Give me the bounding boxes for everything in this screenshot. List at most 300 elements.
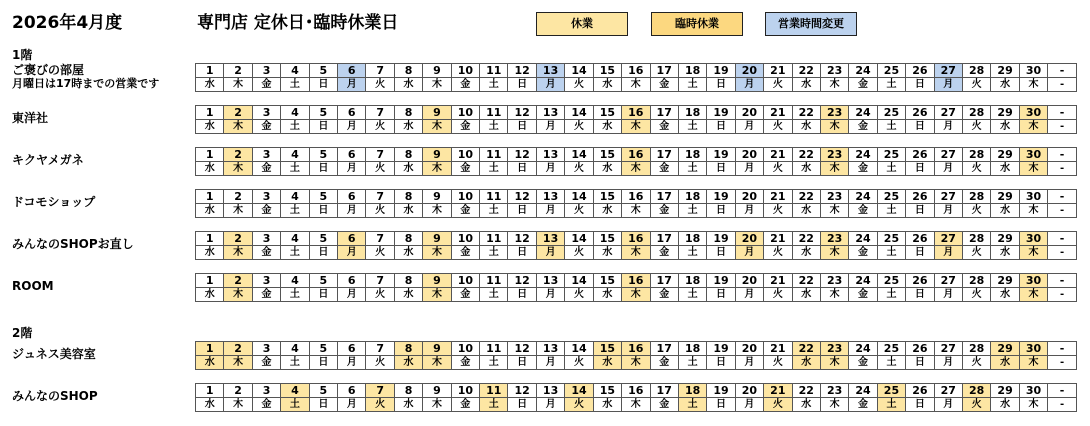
day-cell: 2	[224, 232, 252, 246]
day-cell: 29	[991, 190, 1019, 204]
day-cell: 20	[735, 64, 763, 78]
weekday-cell: 木	[224, 246, 252, 260]
day-cell: 22	[792, 64, 820, 78]
day-cell: 14	[565, 342, 593, 356]
weekday-row	[196, 356, 1077, 370]
weekday-cell: 木	[1019, 246, 1047, 260]
weekday-cell: 木	[1019, 78, 1047, 92]
weekday-cell: 水	[593, 120, 621, 134]
day-cell: 29	[991, 384, 1019, 398]
weekday-cell: 土	[480, 78, 508, 92]
weekday-cell: 木	[820, 162, 848, 176]
calendar-table	[195, 63, 1077, 92]
store-name: みんなのSHOPお直し	[12, 237, 134, 251]
store-note: 月曜日は17時までの営業です	[12, 77, 160, 90]
weekday-cell: 水	[593, 204, 621, 218]
weekday-cell: 金	[650, 78, 678, 92]
weekday-cell: 火	[764, 162, 792, 176]
day-cell: 10	[451, 274, 479, 288]
day-cell: 13	[536, 190, 564, 204]
weekday-cell: 火	[962, 246, 990, 260]
weekday-cell: 金	[451, 356, 479, 370]
day-cell: 26	[906, 384, 934, 398]
weekday-cell: -	[1048, 120, 1077, 134]
legend-closed: 休業	[536, 12, 628, 36]
weekday-cell: 木	[622, 120, 650, 134]
weekday-cell: 月	[735, 204, 763, 218]
page-subtitle: 専門店 定休日･臨時休業日	[197, 13, 399, 33]
day-cell: 17	[650, 232, 678, 246]
day-cell: 16	[622, 190, 650, 204]
day-cell: 26	[906, 190, 934, 204]
weekday-cell: 土	[480, 204, 508, 218]
weekday-cell: 木	[820, 356, 848, 370]
weekday-cell: 木	[622, 78, 650, 92]
day-cell: 12	[508, 274, 536, 288]
weekday-cell: 金	[849, 398, 877, 412]
weekday-cell: 月	[735, 356, 763, 370]
day-cell: 19	[707, 232, 735, 246]
weekday-cell: 日	[508, 120, 536, 134]
weekday-cell: 金	[252, 246, 280, 260]
weekday-cell: 水	[196, 398, 224, 412]
weekday-cell: 火	[962, 120, 990, 134]
weekday-cell: 水	[792, 204, 820, 218]
weekday-cell: 水	[792, 78, 820, 92]
day-cell: -	[1048, 342, 1077, 356]
day-cell: 17	[650, 384, 678, 398]
weekday-cell: 火	[565, 288, 593, 302]
day-cell: 8	[394, 190, 422, 204]
weekday-cell: 金	[849, 78, 877, 92]
weekday-cell: 土	[480, 120, 508, 134]
day-cell: 10	[451, 342, 479, 356]
day-cell: -	[1048, 274, 1077, 288]
day-cell: 19	[707, 384, 735, 398]
weekday-cell: 金	[451, 162, 479, 176]
weekday-cell: 水	[593, 288, 621, 302]
day-cell: 27	[934, 342, 962, 356]
day-row	[196, 106, 1077, 120]
weekday-cell: 月	[536, 162, 564, 176]
day-cell: 4	[281, 342, 309, 356]
weekday-cell: 木	[423, 246, 451, 260]
weekday-cell: -	[1048, 288, 1077, 302]
day-cell: 16	[622, 64, 650, 78]
weekday-cell: 土	[281, 356, 309, 370]
weekday-cell: 月	[536, 78, 564, 92]
day-cell: 5	[309, 342, 337, 356]
day-cell: 30	[1019, 64, 1047, 78]
weekday-cell: 日	[707, 246, 735, 260]
day-cell: 4	[281, 64, 309, 78]
weekday-cell: 火	[366, 246, 394, 260]
weekday-row	[196, 78, 1077, 92]
weekday-cell: 木	[224, 120, 252, 134]
weekday-cell: 月	[934, 162, 962, 176]
day-cell: 11	[480, 64, 508, 78]
weekday-cell: 木	[622, 398, 650, 412]
weekday-cell: 木	[820, 246, 848, 260]
day-cell: 15	[593, 342, 621, 356]
day-row	[196, 148, 1077, 162]
weekday-cell: 日	[707, 78, 735, 92]
day-cell: 19	[707, 274, 735, 288]
day-cell: 5	[309, 274, 337, 288]
day-cell: 25	[877, 232, 905, 246]
weekday-cell: 月	[536, 288, 564, 302]
day-cell: 16	[622, 232, 650, 246]
day-cell: 15	[593, 384, 621, 398]
day-cell: 12	[508, 64, 536, 78]
weekday-cell: 土	[678, 120, 706, 134]
weekday-cell: 土	[877, 398, 905, 412]
day-cell: 14	[565, 64, 593, 78]
weekday-cell: 月	[338, 78, 366, 92]
day-cell: 29	[991, 342, 1019, 356]
day-cell: 23	[820, 384, 848, 398]
weekday-cell: 月	[934, 246, 962, 260]
weekday-cell: 木	[423, 162, 451, 176]
day-cell: 28	[962, 342, 990, 356]
day-cell: 4	[281, 106, 309, 120]
day-cell: 12	[508, 148, 536, 162]
weekday-cell: 日	[906, 246, 934, 260]
day-cell: 30	[1019, 190, 1047, 204]
weekday-row	[196, 204, 1077, 218]
day-cell: 8	[394, 274, 422, 288]
weekday-cell: 金	[650, 398, 678, 412]
weekday-cell: -	[1048, 162, 1077, 176]
day-cell: 23	[820, 64, 848, 78]
day-cell: 23	[820, 106, 848, 120]
weekday-cell: 火	[565, 398, 593, 412]
weekday-cell: 土	[678, 78, 706, 92]
day-cell: 30	[1019, 342, 1047, 356]
day-cell: 12	[508, 384, 536, 398]
day-cell: 28	[962, 190, 990, 204]
weekday-cell: 金	[849, 120, 877, 134]
day-cell: 11	[480, 384, 508, 398]
day-cell: 29	[991, 274, 1019, 288]
day-cell: 5	[309, 64, 337, 78]
weekday-cell: -	[1048, 204, 1077, 218]
day-cell: 12	[508, 106, 536, 120]
day-cell: 11	[480, 148, 508, 162]
weekday-cell: 日	[906, 356, 934, 370]
day-cell: 22	[792, 342, 820, 356]
day-cell: 9	[423, 106, 451, 120]
day-cell: 13	[536, 342, 564, 356]
day-cell: 26	[906, 148, 934, 162]
day-cell: 19	[707, 106, 735, 120]
day-cell: 18	[678, 274, 706, 288]
day-cell: 24	[849, 274, 877, 288]
weekday-cell: 金	[451, 120, 479, 134]
weekday-cell: 木	[1019, 288, 1047, 302]
weekday-cell: 金	[849, 246, 877, 260]
day-cell: 4	[281, 232, 309, 246]
day-cell: 1	[196, 342, 224, 356]
day-cell: 6	[338, 64, 366, 78]
weekday-row	[196, 120, 1077, 134]
weekday-cell: 日	[906, 398, 934, 412]
store-name	[12, 64, 159, 90]
day-cell: 17	[650, 342, 678, 356]
day-cell: 3	[252, 106, 280, 120]
day-cell: 12	[508, 190, 536, 204]
weekday-cell: 日	[309, 204, 337, 218]
weekday-cell: 火	[565, 120, 593, 134]
weekday-cell: 月	[536, 246, 564, 260]
day-cell: 22	[792, 384, 820, 398]
weekday-cell: 木	[224, 398, 252, 412]
day-cell: 20	[735, 342, 763, 356]
weekday-cell: 火	[565, 246, 593, 260]
day-cell: 24	[849, 64, 877, 78]
day-cell: 23	[820, 274, 848, 288]
day-cell: 6	[338, 384, 366, 398]
day-cell: 2	[224, 274, 252, 288]
day-cell: 7	[366, 274, 394, 288]
weekday-cell: 火	[366, 204, 394, 218]
day-cell: 9	[423, 274, 451, 288]
weekday-cell: 火	[764, 246, 792, 260]
calendar-table	[195, 105, 1077, 134]
store-calendar	[195, 63, 1077, 92]
day-cell: 1	[196, 106, 224, 120]
day-cell: 6	[338, 148, 366, 162]
day-cell: 20	[735, 106, 763, 120]
weekday-cell: 木	[1019, 204, 1047, 218]
weekday-cell: 金	[252, 120, 280, 134]
weekday-cell: 火	[764, 288, 792, 302]
weekday-cell: 水	[792, 162, 820, 176]
weekday-cell: 月	[735, 246, 763, 260]
weekday-cell: 土	[281, 398, 309, 412]
weekday-cell: 月	[338, 162, 366, 176]
day-cell: 23	[820, 232, 848, 246]
day-cell: 4	[281, 274, 309, 288]
day-cell: 1	[196, 274, 224, 288]
day-cell: 21	[764, 342, 792, 356]
day-cell: 10	[451, 64, 479, 78]
weekday-cell: 日	[309, 356, 337, 370]
day-cell: 1	[196, 190, 224, 204]
day-cell: 3	[252, 274, 280, 288]
weekday-cell: 火	[366, 120, 394, 134]
day-cell: 2	[224, 106, 252, 120]
weekday-cell: 月	[338, 204, 366, 218]
day-cell: 1	[196, 148, 224, 162]
day-cell: 25	[877, 384, 905, 398]
day-row	[196, 384, 1077, 398]
weekday-cell: 日	[309, 246, 337, 260]
weekday-cell: 水	[991, 246, 1019, 260]
day-row	[196, 232, 1077, 246]
weekday-cell: 土	[281, 78, 309, 92]
day-row	[196, 274, 1077, 288]
day-cell: 3	[252, 148, 280, 162]
weekday-cell: 金	[650, 356, 678, 370]
weekday-cell: 日	[508, 246, 536, 260]
weekday-cell: 水	[991, 288, 1019, 302]
weekday-row	[196, 398, 1077, 412]
store-calendar	[195, 147, 1077, 176]
weekday-cell: 火	[962, 288, 990, 302]
day-cell: 20	[735, 148, 763, 162]
day-cell: 25	[877, 190, 905, 204]
day-cell: 14	[565, 274, 593, 288]
floor-label-2f: 2階	[12, 326, 33, 340]
weekday-cell: 木	[1019, 356, 1047, 370]
day-cell: 6	[338, 342, 366, 356]
day-cell: 18	[678, 342, 706, 356]
weekday-cell: 日	[508, 204, 536, 218]
weekday-cell: 金	[451, 204, 479, 218]
weekday-cell: 月	[338, 246, 366, 260]
day-cell: 24	[849, 106, 877, 120]
day-cell: -	[1048, 64, 1077, 78]
weekday-cell: 木	[423, 204, 451, 218]
weekday-cell: 火	[366, 78, 394, 92]
day-cell: 24	[849, 342, 877, 356]
day-cell: 26	[906, 64, 934, 78]
day-cell: 28	[962, 106, 990, 120]
weekday-cell: 土	[877, 120, 905, 134]
weekday-cell: 月	[735, 398, 763, 412]
store-calendar	[195, 189, 1077, 218]
day-cell: 15	[593, 148, 621, 162]
day-cell: 30	[1019, 232, 1047, 246]
weekday-cell: 水	[991, 398, 1019, 412]
day-cell: 18	[678, 190, 706, 204]
weekday-cell: 月	[735, 162, 763, 176]
store-name: ROOM	[12, 279, 54, 293]
day-cell: 4	[281, 190, 309, 204]
day-cell: 6	[338, 274, 366, 288]
day-cell: 30	[1019, 148, 1047, 162]
day-cell: 14	[565, 106, 593, 120]
day-cell: 3	[252, 342, 280, 356]
weekday-cell: 金	[252, 78, 280, 92]
weekday-cell: 日	[707, 356, 735, 370]
day-cell: 8	[394, 342, 422, 356]
weekday-cell: 水	[196, 204, 224, 218]
store-name: ジュネス美容室	[12, 347, 96, 361]
weekday-cell: 水	[792, 398, 820, 412]
calendar-table	[195, 341, 1077, 370]
day-cell: 17	[650, 106, 678, 120]
day-cell: 5	[309, 232, 337, 246]
weekday-cell: 火	[366, 162, 394, 176]
weekday-cell: 日	[707, 288, 735, 302]
floor-label-1f: 1階	[12, 48, 33, 62]
weekday-cell: 火	[565, 356, 593, 370]
weekday-cell: 土	[480, 356, 508, 370]
weekday-cell: 火	[366, 398, 394, 412]
weekday-cell: 月	[536, 398, 564, 412]
day-cell: 2	[224, 148, 252, 162]
weekday-cell: 日	[508, 398, 536, 412]
weekday-cell: 土	[281, 288, 309, 302]
weekday-cell: 月	[934, 78, 962, 92]
weekday-cell: 木	[820, 120, 848, 134]
day-cell: 22	[792, 148, 820, 162]
day-cell: 10	[451, 384, 479, 398]
day-cell: 10	[451, 106, 479, 120]
weekday-cell: 金	[252, 162, 280, 176]
weekday-cell: -	[1048, 356, 1077, 370]
day-cell: 10	[451, 148, 479, 162]
legend-temp-closed: 臨時休業	[651, 12, 743, 36]
weekday-cell: 火	[565, 78, 593, 92]
weekday-row	[196, 288, 1077, 302]
weekday-cell: 火	[962, 162, 990, 176]
weekday-cell: 水	[196, 78, 224, 92]
day-cell: 29	[991, 64, 1019, 78]
weekday-cell: 日	[309, 288, 337, 302]
weekday-cell: 水	[394, 78, 422, 92]
day-cell: 21	[764, 148, 792, 162]
day-cell: 26	[906, 342, 934, 356]
day-cell: 28	[962, 232, 990, 246]
weekday-cell: 金	[849, 204, 877, 218]
weekday-cell: 土	[678, 288, 706, 302]
weekday-cell: 木	[820, 204, 848, 218]
weekday-cell: 木	[820, 398, 848, 412]
day-cell: 5	[309, 148, 337, 162]
store-calendar	[195, 341, 1077, 370]
day-cell: 12	[508, 342, 536, 356]
weekday-cell: 金	[252, 398, 280, 412]
day-cell: 21	[764, 64, 792, 78]
day-cell: 25	[877, 64, 905, 78]
weekday-cell: 金	[451, 398, 479, 412]
day-cell: 23	[820, 190, 848, 204]
weekday-cell: 水	[991, 120, 1019, 134]
weekday-cell: 木	[622, 162, 650, 176]
day-cell: 19	[707, 342, 735, 356]
day-cell: 5	[309, 190, 337, 204]
day-cell: 26	[906, 106, 934, 120]
weekday-cell: 木	[423, 356, 451, 370]
weekday-cell: 土	[678, 162, 706, 176]
day-cell: 2	[224, 190, 252, 204]
weekday-cell: 火	[962, 356, 990, 370]
day-cell: 9	[423, 342, 451, 356]
weekday-cell: 金	[650, 120, 678, 134]
weekday-cell: 日	[906, 288, 934, 302]
day-cell: 8	[394, 232, 422, 246]
day-cell: 27	[934, 106, 962, 120]
day-cell: 4	[281, 148, 309, 162]
day-cell: 27	[934, 232, 962, 246]
day-cell: 21	[764, 106, 792, 120]
weekday-cell: 水	[394, 162, 422, 176]
day-cell: 19	[707, 64, 735, 78]
weekday-cell: 水	[394, 288, 422, 302]
weekday-cell: 月	[338, 356, 366, 370]
calendar-table	[195, 273, 1077, 302]
day-cell: 11	[480, 232, 508, 246]
day-cell: 28	[962, 274, 990, 288]
day-cell: 30	[1019, 106, 1047, 120]
weekday-cell: 土	[480, 162, 508, 176]
day-cell: 29	[991, 232, 1019, 246]
weekday-cell: 木	[423, 398, 451, 412]
day-cell: 24	[849, 148, 877, 162]
